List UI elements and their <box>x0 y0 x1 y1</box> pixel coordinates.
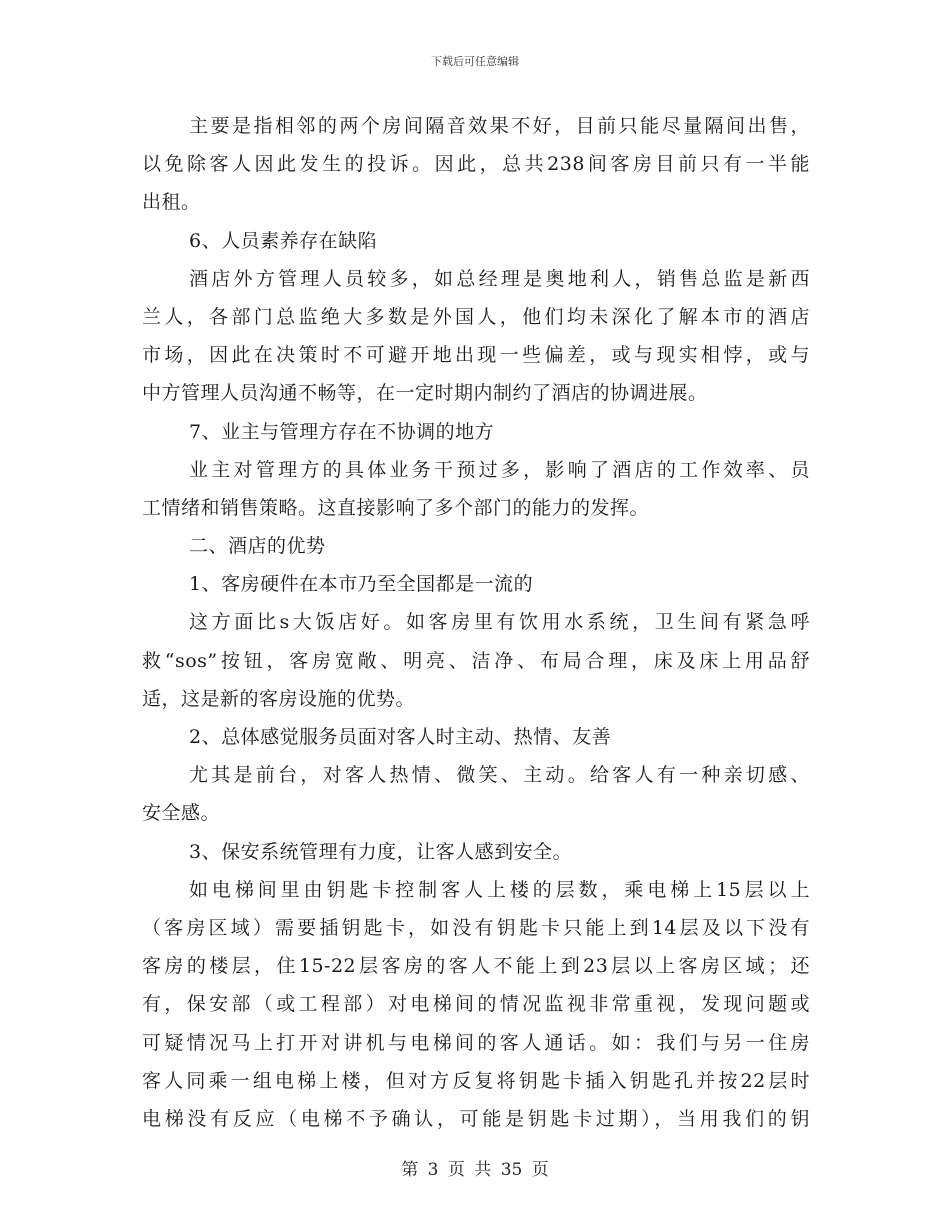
text-line: 市场，因此在决策时不可避开地出现一些偏差，或与现实相悖，或与 <box>142 344 810 367</box>
text-line: 有，保安部（或工程部）对电梯间的情况监视非常重视，发现问题或 <box>142 993 810 1016</box>
text-line: 客房的楼层，住15-22层客房的客人不能上到23层以上客房区域；还 <box>142 955 810 978</box>
text-line: 如电梯间里由钥匙卡控制客人上楼的层数，乘电梯上15层以上 <box>189 878 810 901</box>
text-line: （客房区域）需要插钥匙卡，如没有钥匙卡只能上到14层及以下没有 <box>142 916 810 939</box>
text-line: 中方管理人员沟通不畅等，在一定时期内制约了酒店的协调进展。 <box>142 382 708 405</box>
text-line: 3、保安系统管理有力度，让客人感到安全。 <box>189 840 573 863</box>
document-body <box>142 107 810 1138</box>
text-line: 以免除客人因此发生的投诉。因此，总共238间客房目前只有一半能 <box>142 153 810 176</box>
text-line: 二、酒店的优势 <box>189 535 326 558</box>
text-line: 工情绪和销售策略。这直接影响了多个部门的能力的发挥。 <box>142 496 650 519</box>
text-line: 可疑情况马上打开对讲机与电梯间的客人通话。如：我们与另一住房 <box>142 1031 810 1054</box>
text-line: 出租。 <box>142 191 201 214</box>
text-line: 适，这是新的客房设施的优势。 <box>142 687 416 710</box>
text-line: 尤其是前台，对客人热情、微笑、主动。给客人有一种亲切感、 <box>189 764 810 787</box>
text-line: 客人同乘一组电梯上楼，但对方反复将钥匙卡插入钥匙孔并按22层时 <box>142 1069 810 1092</box>
text-line: 2、总体感觉服务员面对客人时主动、热情、友善 <box>189 726 612 748</box>
text-line: 业主对管理方的具体业务干预过多，影响了酒店的工作效率、员 <box>189 458 810 481</box>
text-line: 1、客房硬件在本市乃至全国都是一流的 <box>189 573 534 596</box>
text-line: 兰人，各部门总监绝大多数是外国人，他们均未深化了解本市的酒店 <box>142 305 810 328</box>
text-line: 酒店外方管理人员较多，如总经理是奥地利人，销售总监是新西 <box>189 267 810 290</box>
text-line: 7、业主与管理方存在不协调的地方 <box>189 420 495 443</box>
text-line: 这方面比s大饭店好。如客房里有饮用水系统，卫生间有紧急呼 <box>189 611 810 634</box>
text-line: 6、人员素养存在缺陷 <box>189 229 378 252</box>
text-line: 电梯没有反应（电梯不予确认，可能是钥匙卡过期），当用我们的钥 <box>142 1107 810 1130</box>
text-line: 主要是指相邻的两个房间隔音效果不好，目前只能尽量隔间出售， <box>189 115 810 137</box>
page-header: 下载后可任意编辑 <box>431 55 519 68</box>
text-line: 安全感。 <box>142 802 221 825</box>
page-footer: 第 3 页 共 35 页 <box>401 1160 549 1180</box>
text-line: 救“sos”按钮，客房宽敞、明亮、洁净、布局合理，床及床上用品舒 <box>142 649 810 672</box>
